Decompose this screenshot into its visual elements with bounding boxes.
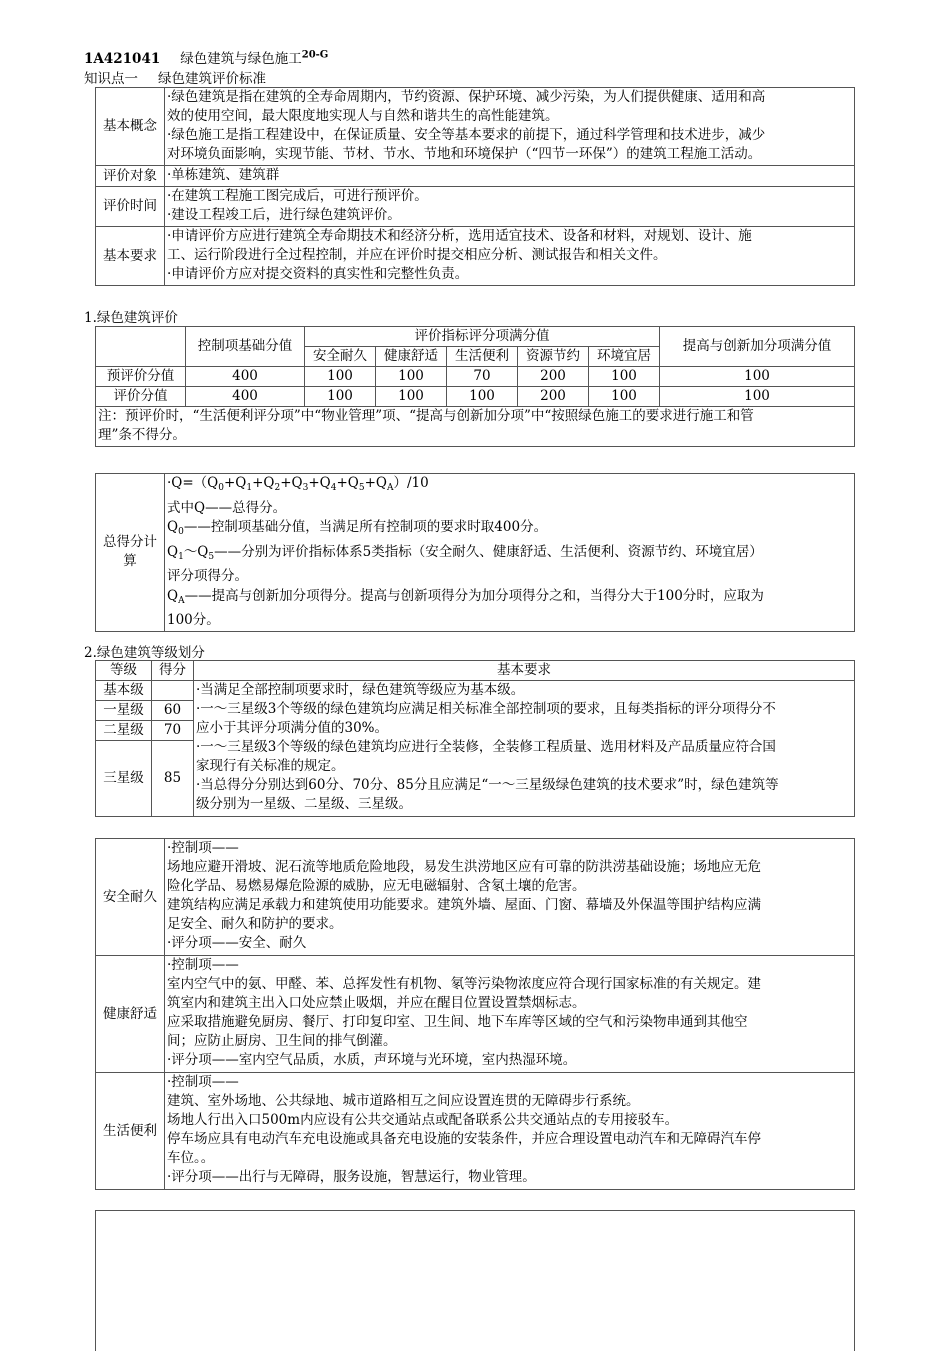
score-subhead: 健康舒适 — [376, 347, 447, 367]
text-line: 应小于其评分项满分值的30%。 — [196, 720, 389, 736]
level-head-row — [96, 661, 855, 681]
score-cell: 100 — [589, 387, 660, 407]
text-line: 工、运行阶段进行全过程控制，并应在评价时提交相应分析、测试报告和相关文件。 — [167, 247, 667, 263]
basics-label: 评价时间 — [96, 187, 165, 227]
score-cell: 100 — [589, 367, 660, 387]
text-line: 场地应避开滑坡、泥石流等地质危险地段，易发生洪涝地区应有可靠的防洪涝基础设施；场地应无危 — [167, 859, 761, 875]
doc-title-line — [84, 47, 328, 67]
text-line: 筑室内和建筑主出入口处应禁止吸烟，并应在醒目位置设置禁烟标志。 — [167, 995, 586, 1011]
score-row-label: 预评价分值 — [96, 367, 186, 387]
score-cell: 100 — [447, 387, 518, 407]
score-cell: 100 — [305, 367, 376, 387]
text-line: 注：预评价时，“生活便利评分项”中“物业管理”项、“提高与创新加分项”中“按照绿色施工的要求进行施工和管 — [98, 408, 754, 424]
text-line: 建筑结构应满足承载力和建筑使用功能要求。建筑外墙、屋面、门窗、幕墙及外保温等围护结构应满 — [167, 897, 761, 913]
basics-content — [165, 187, 855, 227]
score-head-bonus: 提高与创新加分项满分值 — [660, 327, 855, 367]
text-line: ·评分项——出行与无障碍，服务设施，智慧运行，物业管理。 — [167, 1169, 536, 1185]
level-score: 60 — [152, 701, 194, 721]
text-line: 理”条不得分。 — [98, 427, 186, 443]
text-line: ·控制项—— — [167, 840, 239, 856]
doc-code: 1A421041 — [84, 51, 161, 67]
req-head: 基本要求 — [194, 661, 855, 681]
level-head: 等级 — [96, 661, 152, 681]
level-name: 二星级 — [96, 721, 152, 741]
text-line: $Q_0——$控制项基础分值，当满足所有控制项的要求时取400分。 — [167, 519, 548, 537]
text-line: ·在建筑工程施工图完成后，可进行预评价。 — [167, 188, 428, 204]
text-line: 总得分计 — [103, 534, 157, 551]
score-row-label: 评价分值 — [96, 387, 186, 407]
total-score-label — [96, 474, 165, 632]
text-line: ·绿色建筑是指在建筑的全寿命周期内，节约资源、保护环境、减少污染，为人们提供健康、适用和高 — [167, 89, 766, 105]
text-line: ·单栋建筑、建筑群 — [167, 167, 280, 183]
indicator-content — [165, 839, 855, 956]
text-line: 100分。 — [167, 612, 220, 628]
level-requirements — [194, 681, 855, 817]
text-line: 间；应防止厨房、卫生间的排气倒灌。 — [167, 1033, 397, 1049]
indicator-row-convenience — [96, 1073, 855, 1190]
basics-content — [165, 88, 855, 166]
text-line: 险化学品、易燃易爆危险源的威胁，应无电磁辐射、含氡土壤的危害。 — [167, 878, 586, 894]
score-cell: 200 — [518, 367, 589, 387]
score-head: 得分 — [152, 661, 194, 681]
score-cell: 200 — [518, 387, 589, 407]
basics-row-time — [96, 187, 855, 227]
score-row-final — [96, 387, 855, 407]
basics-label: 基本要求 — [96, 227, 165, 286]
basics-label: 评价对象 — [96, 166, 165, 187]
text-line: ·当总得分分别达到60分、70分、85分且应满足“一～三星级绿色建筑的技术要求”时，绿色建筑等 — [196, 777, 779, 793]
text-line: 车位。。 — [167, 1150, 215, 1166]
level-score — [152, 681, 194, 701]
score-note — [96, 407, 855, 447]
score-cell: 400 — [186, 387, 305, 407]
score-head-control: 控制项基础分值 — [186, 327, 305, 367]
indicator-content — [165, 1073, 855, 1190]
basics-label: 基本概念 — [96, 88, 165, 166]
section1-title: 1.绿色建筑评价 — [84, 310, 178, 326]
text-line: 算 — [123, 553, 137, 570]
text-line: 足安全、耐久和防护的要求。 — [167, 916, 343, 932]
score-cell: 100 — [376, 367, 447, 387]
level-score: 70 — [152, 721, 194, 741]
indicator-row-safety — [96, 839, 855, 956]
formula-line: $\cdot Q=(Q_0+Q_1+Q_2+Q_3+Q_4+Q_5+Q_A)/10$ — [167, 475, 429, 493]
basics-content — [165, 166, 855, 187]
text-line: 建筑、室外场地、公共绿地、城市道路相互之间应设置连贯的无障碍步行系统。 — [167, 1093, 640, 1109]
text-line: 评分项得分。 — [167, 568, 248, 584]
doc-title: 绿色建筑与绿色施工 — [180, 51, 302, 67]
level-table — [95, 660, 855, 817]
text-line: 室内空气中的氨、甲醛、苯、总挥发性有机物、氡等污染物浓度应符合现行国家标准的有关规定。建 — [167, 976, 761, 992]
level-name: 一星级 — [96, 701, 152, 721]
text-line: ·评分项——室内空气品质，水质，声环境与光环境，室内热湿环境。 — [167, 1052, 577, 1068]
q1q5-text: ——分别为评价指标体系5类指标（安全耐久、健康舒适、生活便利、资源节约、环境宜居） — [214, 543, 763, 560]
knowledge-label: 知识点一 — [84, 71, 138, 87]
text-line: 式中Q——总得分。 — [167, 499, 287, 516]
qa-text: ——提高与创新加分项得分。提高与创新项得分为加分项得分之和，当得分大于100分时，应取为 — [184, 587, 764, 604]
score-row-pre — [96, 367, 855, 387]
score-table — [95, 326, 855, 447]
score-cell: 100 — [305, 387, 376, 407]
text-line: ·申请评价方应进行建筑全寿命期技术和经济分析，选用适宜技术、设备和材料，对规划、设计、施 — [167, 228, 752, 244]
text-line: ·评分项——安全、耐久 — [167, 935, 307, 951]
score-subhead: 环境宜居 — [589, 347, 660, 367]
score-subhead: 安全耐久 — [305, 347, 376, 367]
score-cell: 400 — [186, 367, 305, 387]
basics-row-requirement — [96, 227, 855, 286]
total-score-row — [96, 474, 855, 632]
indicator-row-health — [96, 956, 855, 1073]
score-head-row-1 — [96, 327, 855, 347]
text-line: 应采取措施避免厨房、餐厅、打印复印室、卫生间、地下车库等区域的空气和污染物串通到其他空 — [167, 1014, 748, 1030]
indicator-label: 生活便利 — [96, 1073, 165, 1190]
indicator-table — [95, 838, 855, 1190]
q0-text: ——控制项基础分值，当满足所有控制项的要求时取400分。 — [183, 519, 548, 535]
text-line: 效的使用空间，最大限度地实现人与自然和谐共生的高性能建筑。 — [167, 108, 559, 124]
level-score: 85 — [152, 741, 194, 817]
score-cell: 100 — [376, 387, 447, 407]
text-line: ·建设工程竣工后，进行绿色建筑评价。 — [167, 207, 401, 223]
score-cell: 70 — [447, 367, 518, 387]
text-line: ·控制项—— — [167, 957, 239, 973]
basics-table — [95, 87, 855, 286]
indicator-label: 安全耐久 — [96, 839, 165, 956]
indicator-content — [165, 956, 855, 1073]
text-line: ·控制项—— — [167, 1074, 239, 1090]
text-line: 级分别为一星级、二星级、三星级。 — [196, 796, 412, 812]
score-note-row — [96, 407, 855, 447]
section2-title: 2.绿色建筑等级划分 — [84, 645, 205, 661]
score-cell: 100 — [660, 367, 855, 387]
text-line: 场地人行出入口500m内应设有公共交通站点或配备联系公共交通站点的专用接驳车。 — [167, 1112, 679, 1128]
basics-row-object — [96, 166, 855, 187]
text-line: ·申请评价方应对提交资料的真实性和完整性负责。 — [167, 266, 469, 282]
text-line: 对环境负面影响，实现节能、节材、节水、节地和环境保护（“四节一环保”）的建筑工程施工活动。 — [167, 146, 762, 162]
empty-box — [95, 1210, 855, 1351]
score-subhead: 资源节约 — [518, 347, 589, 367]
basics-row-concept — [96, 88, 855, 166]
level-name: 三星级 — [96, 741, 152, 817]
text-line: ·绿色施工是指工程建设中，在保证质量、安全等基本要求的前提下，通过科学管理和技术进步，减少 — [167, 127, 766, 143]
text-line: 停车场应具有电动汽车充电设施或具备充电设施的安装条件，并应合理设置电动汽车和无障碍汽车停 — [167, 1131, 761, 1147]
text-line: ·一～三星级3个等级的绿色建筑均应进行全装修，全装修工程质量、选用材料及产品质量应符合国 — [196, 739, 776, 755]
score-cell: 100 — [660, 387, 855, 407]
score-head-group: 评价指标评分项满分值 — [305, 327, 660, 347]
total-score-table — [95, 473, 855, 632]
knowledge-title: 绿色建筑评价标准 — [158, 71, 266, 87]
text-line: $Q_A——$提高与创新加分项得分。提高与创新项得分为加分项得分之和，当得分大于100分时，应取为 — [167, 587, 764, 606]
doc-title-sup: 20-G — [301, 49, 329, 61]
score-head-empty — [96, 327, 186, 367]
knowledge-line — [84, 67, 266, 87]
level-row — [96, 681, 855, 701]
text-line: $Q_1\sim Q_5——$分别为评价指标体系5类指标（安全耐久、健康舒适、生活便利、资源节约、环境宜居） — [167, 543, 763, 562]
total-score-content — [165, 474, 855, 632]
score-subhead: 生活便利 — [447, 347, 518, 367]
text-line: ·一～三星级3个等级的绿色建筑均应满足相关标准全部控制项的要求，且每类指标的评分项得分不 — [196, 701, 776, 717]
text-line: 家现行有关标准的规定。 — [196, 758, 345, 774]
indicator-label: 健康舒适 — [96, 956, 165, 1073]
level-name: 基本级 — [96, 681, 152, 701]
text-line: ·当满足全部控制项要求时，绿色建筑等级应为基本级。 — [196, 682, 525, 698]
basics-content — [165, 227, 855, 286]
